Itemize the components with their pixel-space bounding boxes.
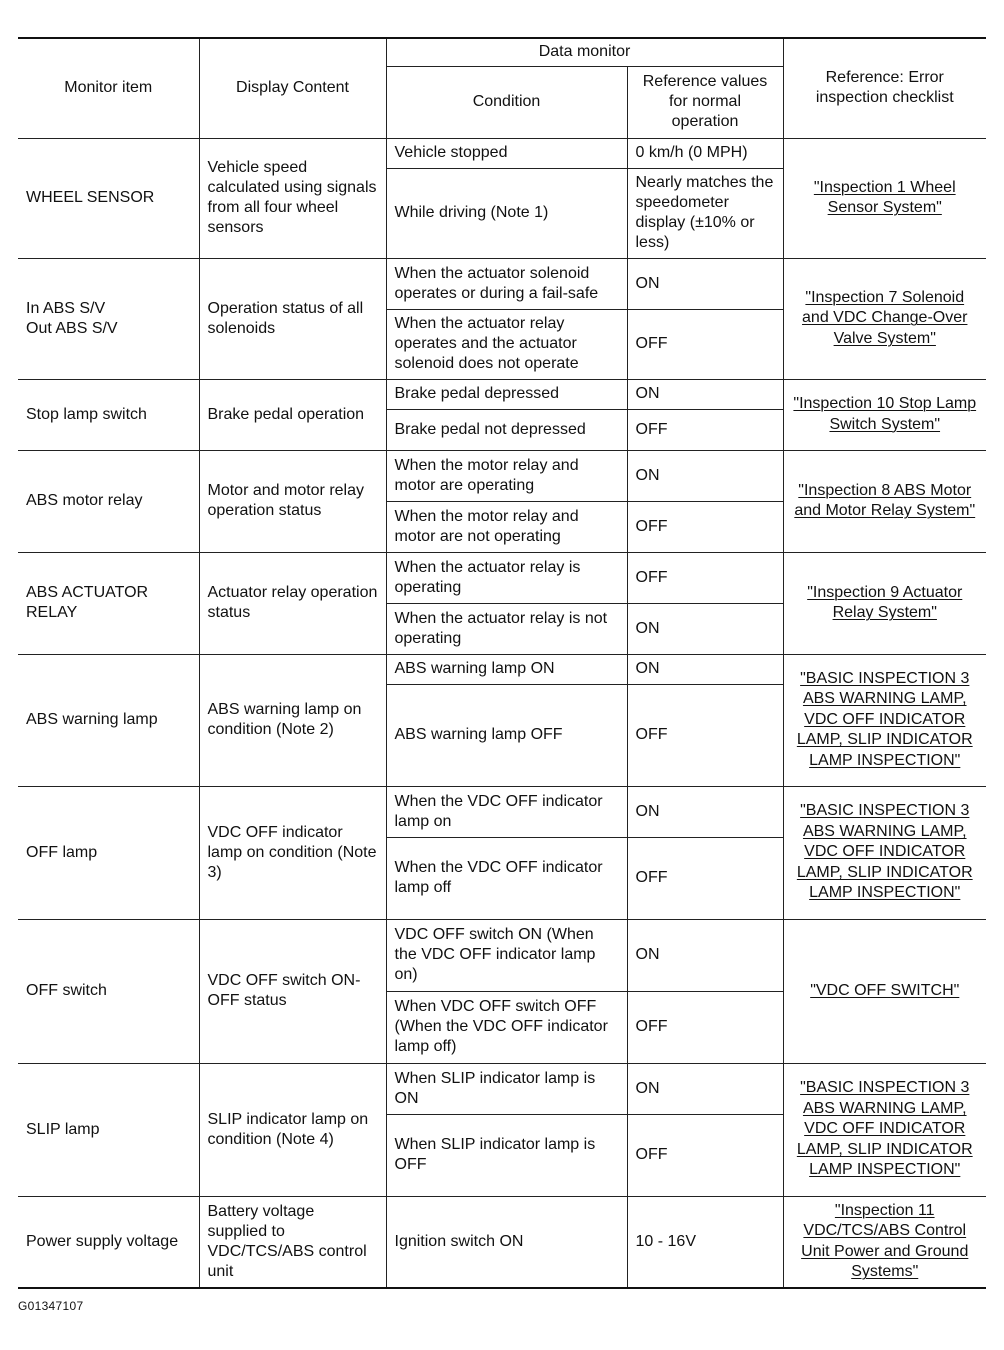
- display-content: Battery voltage supplied to VDC/TCS/ABS control unit: [199, 1196, 386, 1288]
- inspection-reference-link[interactable]: "Inspection 1 Wheel Sensor System": [813, 178, 956, 216]
- error-inspection-reference: [783, 258, 986, 379]
- error-inspection-reference: [783, 450, 986, 552]
- header-reference-values: Reference values for normal operation: [627, 66, 783, 138]
- monitor-item: ABS warning lamp: [18, 654, 199, 786]
- error-inspection-reference: [783, 1063, 986, 1196]
- reference-value: OFF: [627, 552, 783, 603]
- table-row: [18, 919, 986, 991]
- inspection-reference-link[interactable]: "BASIC INSPECTION 3 ABS WARNING LAMP, VDC OFF INDICATOR LAMP, SLIP INDICATOR LAMP INSPECTION": [796, 669, 973, 769]
- table-row: [18, 786, 986, 837]
- reference-value: ON: [627, 786, 783, 837]
- display-content: Actuator relay operation status: [199, 552, 386, 654]
- monitor-item: WHEEL SENSOR: [18, 138, 199, 258]
- reference-value: OFF: [627, 684, 783, 786]
- reference-value: OFF: [627, 309, 783, 379]
- display-content: ABS warning lamp on condition (Note 2): [199, 654, 386, 786]
- reference-value: ON: [627, 654, 783, 684]
- condition: Brake pedal not depressed: [386, 409, 627, 450]
- reference-value: Nearly matches the speedometer display (±10% or less): [627, 168, 783, 258]
- condition: ABS warning lamp ON: [386, 654, 627, 684]
- table-row: [18, 258, 986, 309]
- reference-value: 10 - 16V: [627, 1196, 783, 1288]
- condition: When the actuator relay operates and the actuator solenoid does not operate: [386, 309, 627, 379]
- figure-id: G01347107: [18, 1299, 84, 1313]
- condition: When SLIP indicator lamp is OFF: [386, 1114, 627, 1196]
- condition: When the actuator relay is not operating: [386, 603, 627, 654]
- table-row: [18, 450, 986, 501]
- error-inspection-reference: [783, 654, 986, 786]
- display-content: VDC OFF indicator lamp on condition (Note 3): [199, 786, 386, 919]
- monitor-item: OFF lamp: [18, 786, 199, 919]
- monitor-item: In ABS S/V Out ABS S/V: [18, 258, 199, 379]
- display-content: VDC OFF switch ON-OFF status: [199, 919, 386, 1063]
- display-content: Operation status of all solenoids: [199, 258, 386, 379]
- condition: When the actuator relay is operating: [386, 552, 627, 603]
- reference-value: ON: [627, 258, 783, 309]
- reference-value: ON: [627, 919, 783, 991]
- table-row: [18, 552, 986, 603]
- monitor-item: SLIP lamp: [18, 1063, 199, 1196]
- reference-value: ON: [627, 1063, 783, 1114]
- table-body: [18, 138, 986, 1288]
- table-row: [18, 138, 986, 168]
- condition: When the VDC OFF indicator lamp on: [386, 786, 627, 837]
- condition: When SLIP indicator lamp is ON: [386, 1063, 627, 1114]
- error-inspection-reference: [783, 1196, 986, 1288]
- condition: Vehicle stopped: [386, 138, 627, 168]
- condition: When the motor relay and motor are not operating: [386, 501, 627, 552]
- table-row: [18, 1196, 986, 1288]
- display-content: Vehicle speed calculated using signals from all four wheel sensors: [199, 138, 386, 258]
- inspection-reference-link[interactable]: "Inspection 7 Solenoid and VDC Change-Over Valve System": [802, 288, 968, 347]
- inspection-reference-link[interactable]: "Inspection 10 Stop Lamp Switch System": [793, 395, 977, 433]
- table-row: [18, 1063, 986, 1114]
- reference-value: 0 km/h (0 MPH): [627, 138, 783, 168]
- reference-value: OFF: [627, 501, 783, 552]
- condition: VDC OFF switch ON (When the VDC OFF indicator lamp on): [386, 919, 627, 991]
- display-content: Motor and motor relay operation status: [199, 450, 386, 552]
- reference-value: ON: [627, 379, 783, 409]
- monitor-item: Stop lamp switch: [18, 379, 199, 450]
- header-condition: Condition: [386, 66, 627, 138]
- inspection-reference-link[interactable]: "BASIC INSPECTION 3 ABS WARNING LAMP, VDC OFF INDICATOR LAMP, SLIP INDICATOR LAMP INSPECTION": [796, 1079, 973, 1179]
- inspection-reference-link[interactable]: "BASIC INSPECTION 3 ABS WARNING LAMP, VDC OFF INDICATOR LAMP, SLIP INDICATOR LAMP INSPECTION": [796, 802, 973, 902]
- display-content: SLIP indicator lamp on condition (Note 4): [199, 1063, 386, 1196]
- table-row: [18, 654, 986, 684]
- data-monitor-table: [18, 37, 986, 1289]
- inspection-reference-link[interactable]: "Inspection 11 VDC/TCS/ABS Control Unit Power and Ground Systems": [801, 1201, 969, 1281]
- table-row: [18, 379, 986, 409]
- header-display-content: Display Content: [199, 38, 386, 138]
- condition: When VDC OFF switch OFF (When the VDC OFF indicator lamp off): [386, 991, 627, 1063]
- monitor-item: OFF switch: [18, 919, 199, 1063]
- error-inspection-reference: [783, 138, 986, 258]
- inspection-reference-link[interactable]: "Inspection 9 Actuator Relay System": [807, 583, 963, 621]
- monitor-item: ABS ACTUATOR RELAY: [18, 552, 199, 654]
- condition: When the motor relay and motor are operating: [386, 450, 627, 501]
- header-monitor-item: Monitor item: [18, 38, 199, 138]
- header-data-monitor: Data monitor: [386, 38, 783, 66]
- condition: While driving (Note 1): [386, 168, 627, 258]
- condition: When the actuator solenoid operates or during a fail-safe: [386, 258, 627, 309]
- inspection-reference-link[interactable]: "VDC OFF SWITCH": [810, 981, 960, 999]
- display-content: Brake pedal operation: [199, 379, 386, 450]
- monitor-item: Power supply voltage: [18, 1196, 199, 1288]
- error-inspection-reference: [783, 552, 986, 654]
- monitor-item: ABS motor relay: [18, 450, 199, 552]
- error-inspection-reference: [783, 379, 986, 450]
- condition: When the VDC OFF indicator lamp off: [386, 837, 627, 919]
- reference-value: OFF: [627, 991, 783, 1063]
- condition: Brake pedal depressed: [386, 379, 627, 409]
- error-inspection-reference: [783, 786, 986, 919]
- reference-value: OFF: [627, 837, 783, 919]
- condition: ABS warning lamp OFF: [386, 684, 627, 786]
- reference-value: ON: [627, 603, 783, 654]
- condition: Ignition switch ON: [386, 1196, 627, 1288]
- inspection-reference-link[interactable]: "Inspection 8 ABS Motor and Motor Relay System": [794, 481, 976, 519]
- reference-value: OFF: [627, 409, 783, 450]
- error-inspection-reference: [783, 919, 986, 1063]
- header-reference-checklist: Reference: Error inspection checklist: [783, 38, 986, 138]
- reference-value: ON: [627, 450, 783, 501]
- reference-value: OFF: [627, 1114, 783, 1196]
